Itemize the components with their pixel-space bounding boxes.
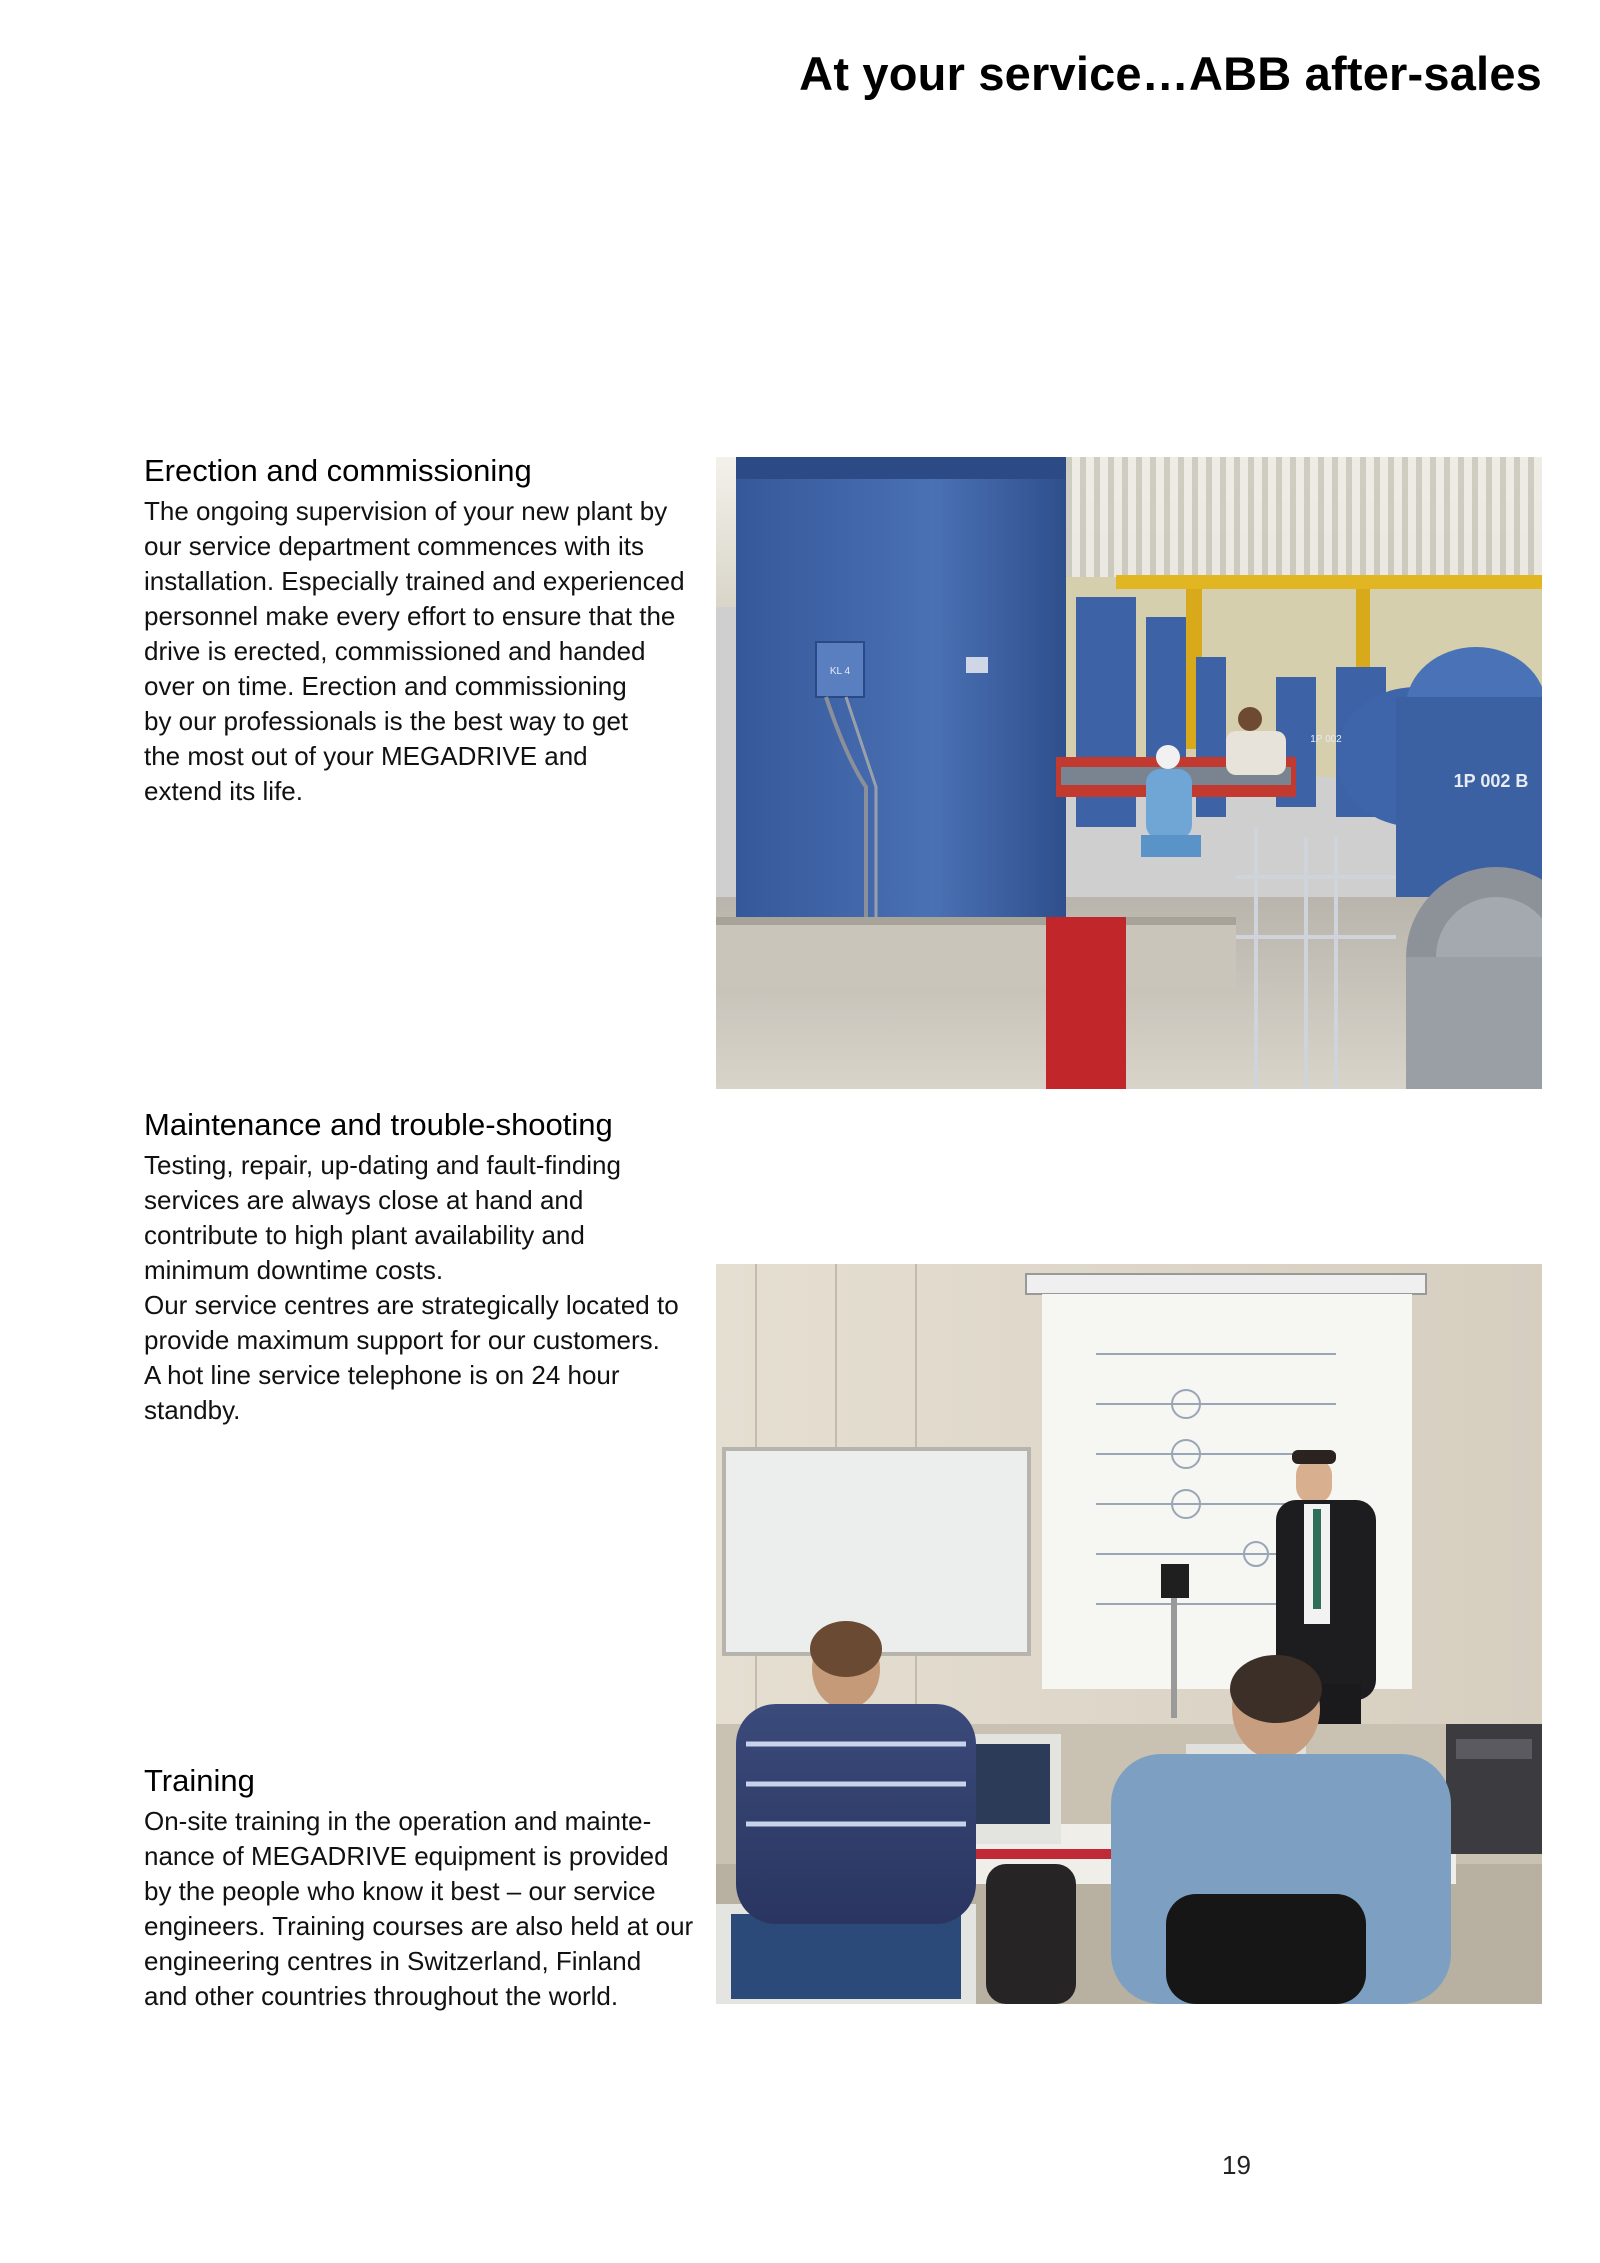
- body-line: by the people who know it best – our service: [144, 1876, 656, 1906]
- section-training: [144, 1762, 704, 2014]
- body-line: drive is erected, commissioned and handed: [144, 636, 646, 666]
- body-line: and other countries throughout the world.: [144, 1981, 619, 2011]
- body-line: installation. Especially trained and experienced: [144, 566, 685, 596]
- body-line: extend its life.: [144, 776, 303, 806]
- page-number: 19: [1222, 2150, 1251, 2180]
- body-line: standby.: [144, 1395, 241, 1425]
- body-line: minimum downtime costs.: [144, 1255, 444, 1285]
- body-line: over on time. Erection and commissioning: [144, 671, 627, 701]
- body-line: personnel make every effort to ensure that the: [144, 601, 676, 631]
- body-line: the most out of your MEGADRIVE and: [144, 741, 588, 771]
- body-line: provide maximum support for our customers.: [144, 1325, 660, 1355]
- body-line: engineers. Training courses are also held at our: [144, 1911, 694, 1941]
- pump-label-small: 1P 002: [1310, 734, 1342, 745]
- body-line: our service department commences with its: [144, 531, 644, 561]
- plant-photo: [716, 457, 1542, 1089]
- section-heading: Maintenance and trouble-shooting: [144, 1107, 613, 1142]
- body-line: contribute to high plant availability and: [144, 1220, 585, 1250]
- body-line: A hot line service telephone is on 24 hour: [144, 1360, 620, 1390]
- section-heading: Erection and commissioning: [144, 453, 532, 488]
- plant-illustration: [716, 457, 1542, 1089]
- page-title: At your service…ABB after-sales: [799, 47, 1542, 100]
- section-erection-commissioning: [144, 452, 704, 809]
- body-line: Our service centres are strategically located to: [144, 1290, 679, 1320]
- body-line: by our professionals is the best way to get: [144, 706, 629, 736]
- pump-label: 1P 002 B: [1453, 771, 1529, 791]
- motor-label: KL 4: [829, 666, 851, 677]
- section-body: [144, 1148, 704, 1428]
- training-photo: [716, 1264, 1542, 2004]
- body-line: nance of MEGADRIVE equipment is provided: [144, 1841, 669, 1871]
- body-line: services are always close at hand and: [144, 1185, 584, 1215]
- body-line: On-site training in the operation and mainte-: [144, 1806, 652, 1836]
- body-line: Testing, repair, up-dating and fault-finding: [144, 1150, 621, 1180]
- section-heading: Training: [144, 1763, 255, 1798]
- body-line: engineering centres in Switzerland, Finland: [144, 1946, 642, 1976]
- section-body: [144, 1804, 704, 2014]
- body-line: The ongoing supervision of your new plant by: [144, 496, 668, 526]
- section-body: [144, 494, 704, 809]
- section-maintenance-troubleshooting: [144, 1106, 704, 1428]
- training-illustration: [716, 1264, 1542, 2004]
